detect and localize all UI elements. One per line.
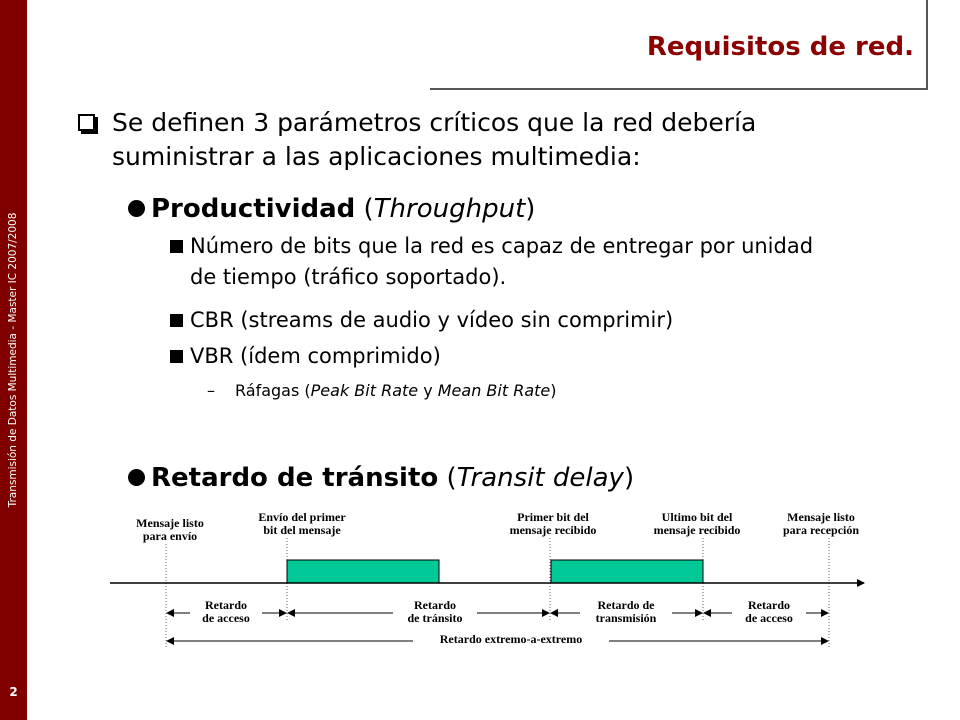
top-label: bit del mensaje bbox=[263, 523, 341, 537]
bottom-label: Retardo bbox=[205, 598, 247, 612]
square-bullet-icon bbox=[170, 240, 183, 253]
top-label: para envío bbox=[142, 529, 198, 543]
bottom-label: de acceso bbox=[745, 611, 793, 625]
square-bullet-icon bbox=[170, 350, 183, 363]
page-number: 2 bbox=[9, 685, 18, 699]
top-label: para recepción bbox=[782, 523, 860, 537]
square-bullet-icon bbox=[170, 314, 183, 327]
sub-item-text bbox=[235, 379, 557, 403]
top-label: Mensaje listo bbox=[787, 510, 855, 524]
intro-text: Se definen 3 parámetros críticos que la red debería suministrar a las aplicaciones multimedia: bbox=[112, 108, 757, 171]
item-line: Número de bits que la red es capaz de entregar por unidad bbox=[190, 234, 814, 258]
sub-italic-peak: Peak Bit Rate bbox=[310, 381, 419, 400]
retardo-heading bbox=[128, 462, 634, 494]
top-label: Envío del primer bbox=[258, 510, 346, 524]
retardo-bold: Retardo de tránsito bbox=[151, 463, 439, 493]
sub-post: ) bbox=[550, 381, 557, 400]
checkbox-bullet-icon bbox=[78, 114, 95, 131]
sub-italic-mean: Mean Bit Rate bbox=[437, 381, 551, 400]
transit-delay-italic: Transit delay bbox=[456, 463, 624, 493]
top-label: mensaje recibido bbox=[653, 523, 741, 537]
paren-close: ) bbox=[525, 194, 536, 224]
dash-bullet: – bbox=[207, 381, 215, 400]
end-to-end-label: Retardo extremo-a-extremo bbox=[439, 632, 583, 646]
item-line: VBR (ídem comprimido) bbox=[190, 344, 441, 368]
productividad-bold: Productividad bbox=[151, 194, 356, 224]
paren-open: ( bbox=[438, 463, 457, 493]
paren-open: ( bbox=[355, 194, 374, 224]
course-footer: Transmisión de Datos Multimedia - Master IC 2007/2008 bbox=[7, 212, 19, 508]
throughput-italic: Throughput bbox=[373, 194, 526, 224]
top-label: mensaje recibido bbox=[509, 523, 597, 537]
bottom-label: de acceso bbox=[202, 611, 250, 625]
sub-pre: Ráfagas ( bbox=[235, 381, 311, 400]
title-frame bbox=[430, 0, 928, 90]
bottom-label: Retardo bbox=[748, 598, 790, 612]
top-label: Mensaje listo bbox=[136, 516, 204, 530]
productividad-heading bbox=[128, 193, 535, 225]
round-bullet-icon bbox=[128, 200, 145, 217]
item-line: de tiempo (tráfico soportado). bbox=[190, 265, 507, 289]
item-line: CBR (streams de audio y vídeo sin comprimir) bbox=[190, 308, 674, 332]
top-label: Ultimo bit del bbox=[661, 510, 733, 524]
top-label: Primer bit del bbox=[517, 510, 589, 524]
message-block-sent bbox=[287, 560, 439, 583]
page-title: Requisitos de red. bbox=[646, 32, 914, 62]
message-block-received bbox=[551, 560, 703, 583]
bottom-label: Retardo de bbox=[597, 598, 655, 612]
delay-timeline-diagram bbox=[0, 500, 960, 660]
bottom-label: de tránsito bbox=[407, 611, 463, 625]
bottom-label: Retardo bbox=[414, 598, 456, 612]
bottom-label: transmisión bbox=[595, 611, 657, 625]
round-bullet-icon bbox=[128, 469, 145, 486]
paren-close: ) bbox=[623, 463, 635, 493]
sub-mid: y bbox=[418, 381, 438, 400]
